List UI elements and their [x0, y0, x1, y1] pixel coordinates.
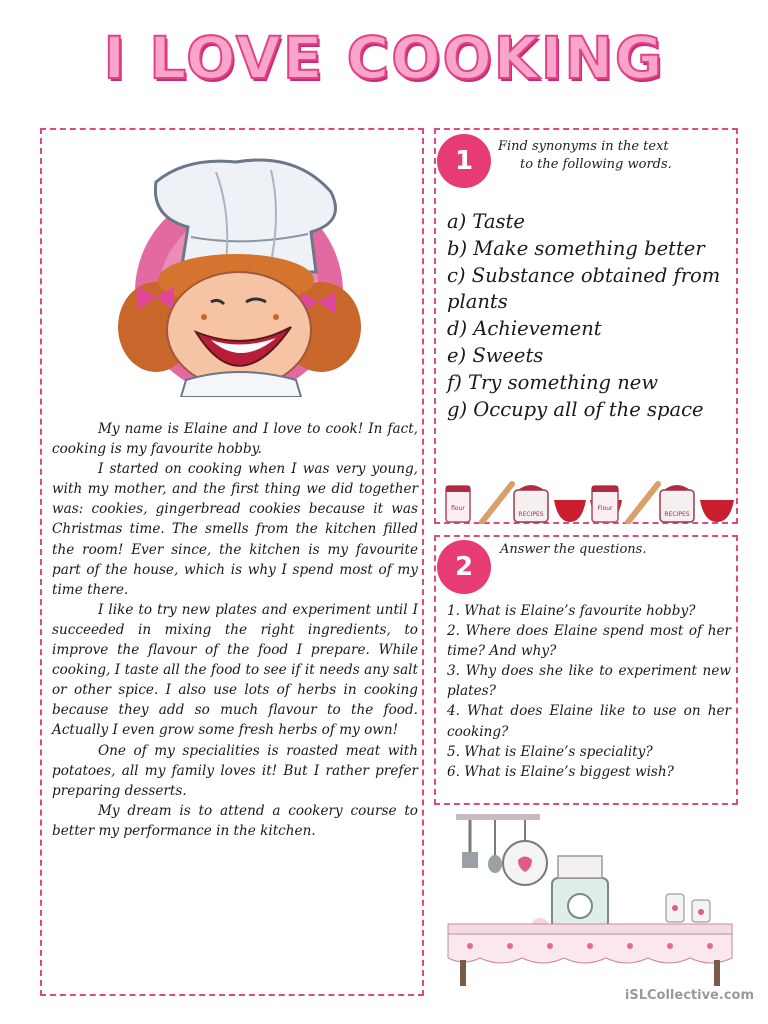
question-item: 5. What is Elaine’s speciality?: [447, 743, 653, 760]
story-paragraph: I started on cooking when I was very young, with my mother, and the first thing we did together was: cookies, gingerbread cookies because it was Christmas time. The smells from the kitchen filled the room! Ever since, the kitchen is my favourite part of the house, which is why I spend most of my time there.: [52, 461, 418, 598]
question-item: 3. Why does she like to experiment new plates?: [447, 663, 731, 700]
story-paragraph: My dream is to attend a cookery course to better my performance in the kitchen.: [52, 802, 418, 839]
jar-label: RECIPES: [518, 511, 544, 518]
exercise2-instruction: Answer the questions.: [500, 542, 647, 557]
synonym-words-list: [447, 209, 733, 423]
jar-label: flour: [451, 505, 465, 512]
kitchen-table-illustration: [440, 808, 740, 986]
story-paragraph: I like to try new plates and experiment until I succeeded in mixing the right ingredients, to improve the flavour of the food I prepare. While cooking, I taste all the food to see if it needs any salt or other spice. I also use lots of herbs in cooking because they add so much flavour to the food. Actually I even grow some fresh herbs of my own!: [52, 601, 418, 739]
page-title: I LOVE COOKING: [103, 24, 665, 92]
synonym-word: b) Make something better: [447, 236, 705, 260]
synonym-word: e) Sweets: [447, 343, 544, 367]
jar-label: Flour: [597, 505, 613, 512]
question-item: 4. What does Elaine like to use on her cooking?: [447, 703, 731, 740]
synonym-word: f) Try something new: [447, 370, 659, 394]
kitchen-utensils-decoration: [442, 480, 738, 524]
synonym-word: a) Taste: [447, 210, 525, 233]
exercise2-number-badge: 2: [437, 540, 491, 594]
question-item: 2. Where does Elaine spend most of her time? And why?: [447, 623, 731, 660]
watermark: iSLCollective.com: [624, 988, 754, 1003]
story-paragraph: My name is Elaine and I love to cook! In fact, cooking is my favourite hobby.: [52, 421, 418, 458]
exercise1-instruction-line2: to the following words.: [520, 157, 672, 172]
exercise1-instruction-line1: Find synonyms in the text: [498, 139, 669, 154]
synonym-word: d) Achievement: [447, 317, 602, 341]
story-text: [52, 419, 418, 841]
questions-list: [447, 601, 731, 782]
jar-label: RECIPES: [664, 511, 690, 518]
question-item: 6. What is Elaine’s biggest wish?: [447, 763, 674, 780]
chef-girl-illustration: [96, 152, 376, 397]
exercise1-number-badge: 1: [437, 134, 491, 188]
synonym-word: g) Occupy all of the space: [447, 397, 704, 421]
question-item: 1. What is Elaine’s favourite hobby?: [447, 603, 696, 619]
synonym-word: c) Substance obtained from plants: [447, 263, 721, 314]
story-paragraph: One of my specialities is roasted meat with potatoes, all my family loves it! But I rather prefer preparing desserts.: [52, 742, 418, 799]
